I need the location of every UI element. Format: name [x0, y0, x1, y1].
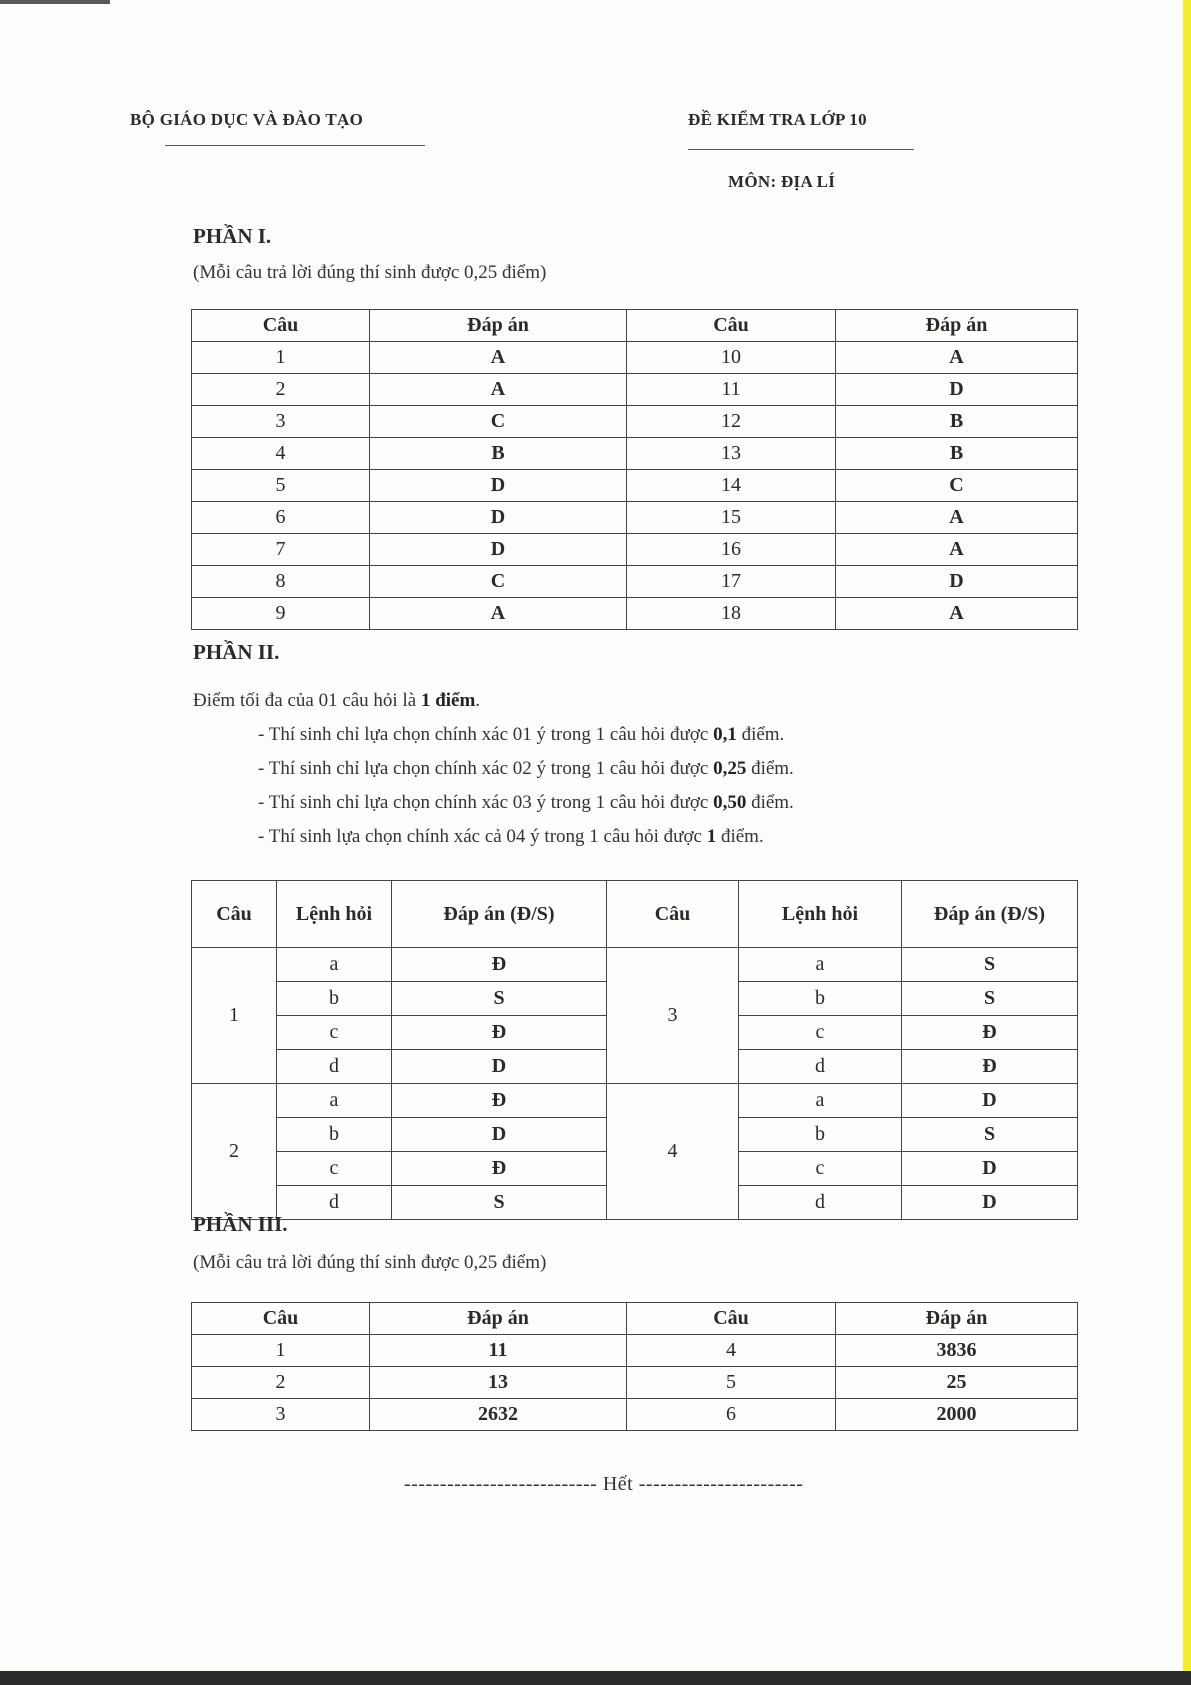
- rule-suffix: điểm.: [716, 826, 764, 847]
- question-number-cell: 9: [192, 598, 370, 630]
- question-number-cell: 8: [192, 566, 370, 598]
- header-cell: Lệnh hỏi: [739, 881, 902, 948]
- rule-suffix: điểm.: [746, 758, 794, 779]
- answer-cell: 3836: [836, 1335, 1078, 1367]
- question-number-cell: 16: [627, 534, 836, 566]
- part1-note: (Mỗi câu trả lời đúng thí sinh được 0,25 điểm): [193, 262, 547, 283]
- question-number-cell: 4: [627, 1335, 836, 1367]
- scoring-rule-1: [258, 724, 784, 746]
- part1-title: PHẦN I.: [193, 224, 272, 248]
- header-cell: Đáp án: [836, 310, 1078, 342]
- statement-letter-cell: b: [277, 982, 392, 1016]
- statement-letter-cell: c: [739, 1152, 902, 1186]
- part2-title: PHẦN II.: [193, 640, 280, 664]
- table-header-row: [192, 310, 1078, 342]
- answer-cell: D: [836, 374, 1078, 406]
- answer-cell: Đ: [392, 948, 607, 982]
- question-number-cell: 1: [192, 1335, 370, 1367]
- header-cell: Câu: [192, 881, 277, 948]
- question-number-cell: 1: [192, 948, 277, 1084]
- question-number-cell: 12: [627, 406, 836, 438]
- question-number-cell: 18: [627, 598, 836, 630]
- statement-letter-cell: a: [739, 948, 902, 982]
- question-number-cell: 5: [627, 1367, 836, 1399]
- scoring-rule-3: [258, 792, 794, 814]
- table-row: [192, 1335, 1078, 1367]
- table-row: [192, 1399, 1078, 1431]
- table-row: [192, 1084, 1078, 1118]
- rule-text: - Thí sinh chỉ lựa chọn chính xác 01 ý trong 1 câu hỏi được: [258, 724, 714, 745]
- part2-intro-suffix: .: [475, 690, 481, 711]
- table-row: [192, 470, 1078, 502]
- answer-cell: S: [392, 1186, 607, 1220]
- header-cell: Câu: [192, 1303, 370, 1335]
- table-row: [192, 438, 1078, 470]
- scoring-rule-4: [258, 826, 764, 848]
- part2-intro-bold: 1 điểm: [420, 690, 476, 711]
- header-cell: Đáp án (Đ/S): [902, 881, 1078, 948]
- header-cell: Đáp án: [370, 310, 627, 342]
- header-cell: Câu: [627, 310, 836, 342]
- answer-cell: Đ: [902, 1016, 1078, 1050]
- part1-answer-table: [191, 309, 1078, 630]
- exam-title-underline: [688, 149, 914, 150]
- statement-letter-cell: c: [277, 1152, 392, 1186]
- statement-letter-cell: c: [277, 1016, 392, 1050]
- statement-letter-cell: c: [739, 1016, 902, 1050]
- answer-cell: A: [836, 502, 1078, 534]
- answer-cell: A: [370, 342, 627, 374]
- part2-answer-table: [191, 880, 1078, 1220]
- answer-cell: S: [902, 982, 1078, 1016]
- rule-text: - Thí sinh chỉ lựa chọn chính xác 02 ý trong 1 câu hỏi được: [258, 758, 714, 779]
- answer-cell: S: [392, 982, 607, 1016]
- statement-letter-cell: a: [277, 948, 392, 982]
- question-number-cell: 11: [627, 374, 836, 406]
- answer-cell: Đ: [392, 1152, 607, 1186]
- rule-points: 0,1: [713, 724, 737, 745]
- rule-text: - Thí sinh lựa chọn chính xác cả 04 ý trong 1 câu hỏi được: [258, 826, 707, 847]
- statement-letter-cell: b: [277, 1118, 392, 1152]
- question-number-cell: 10: [627, 342, 836, 374]
- question-number-cell: 3: [192, 1399, 370, 1431]
- statement-letter-cell: b: [739, 1118, 902, 1152]
- answer-cell: C: [370, 566, 627, 598]
- answer-cell: S: [902, 1118, 1078, 1152]
- table-row: [192, 342, 1078, 374]
- part2-intro: [193, 690, 480, 712]
- subject-title: MÔN: ĐỊA LÍ: [728, 172, 836, 191]
- table-row: [192, 948, 1078, 982]
- rule-points: 1: [706, 826, 717, 847]
- scan-edge-right: [1183, 0, 1191, 1685]
- answer-cell: A: [370, 598, 627, 630]
- question-number-cell: 1: [192, 342, 370, 374]
- answer-cell: D: [902, 1186, 1078, 1220]
- answer-cell: D: [370, 534, 627, 566]
- answer-cell: A: [836, 342, 1078, 374]
- answer-cell: D: [370, 502, 627, 534]
- header-cell: Lệnh hỏi: [277, 881, 392, 948]
- scan-edge-top-left: [0, 0, 110, 4]
- rule-suffix: điểm.: [736, 724, 785, 745]
- header-cell: Câu: [192, 310, 370, 342]
- question-number-cell: 17: [627, 566, 836, 598]
- statement-letter-cell: b: [739, 982, 902, 1016]
- ministry-underline: [165, 145, 425, 146]
- question-number-cell: 2: [192, 1367, 370, 1399]
- statement-letter-cell: a: [277, 1084, 392, 1118]
- exam-title: ĐỀ KIỂM TRA LỚP 10: [688, 110, 867, 129]
- answer-cell: 11: [370, 1335, 627, 1367]
- answer-cell: B: [836, 406, 1078, 438]
- answer-cell: 2632: [370, 1399, 627, 1431]
- answer-cell: B: [370, 438, 627, 470]
- part3-answer-table: [191, 1302, 1078, 1431]
- header-cell: Đáp án (Đ/S): [392, 881, 607, 948]
- question-number-cell: 3: [607, 948, 739, 1084]
- answer-cell: D: [370, 470, 627, 502]
- rule-suffix: điểm.: [746, 792, 794, 813]
- ministry-name: BỘ GIÁO DỤC VÀ ĐÀO TẠO: [130, 110, 364, 129]
- question-number-cell: 3: [192, 406, 370, 438]
- answer-cell: D: [902, 1152, 1078, 1186]
- rule-text: - Thí sinh chỉ lựa chọn chính xác 03 ý trong 1 câu hỏi được: [258, 792, 714, 813]
- answer-cell: A: [836, 598, 1078, 630]
- rule-points: 0,25: [713, 758, 747, 779]
- question-number-cell: 13: [627, 438, 836, 470]
- answer-cell: D: [392, 1050, 607, 1084]
- answer-cell: C: [836, 470, 1078, 502]
- question-number-cell: 6: [627, 1399, 836, 1431]
- answer-cell: Đ: [392, 1084, 607, 1118]
- scoring-rule-2: [258, 758, 794, 780]
- table-row: [192, 374, 1078, 406]
- table-row: [192, 534, 1078, 566]
- answer-cell: C: [370, 406, 627, 438]
- table-header-row: [192, 881, 1078, 948]
- scan-edge-bottom: [0, 1671, 1191, 1685]
- end-marker: --------------------------- Hết -----------------------: [404, 1473, 804, 1495]
- part3-title: PHẦN III.: [193, 1212, 288, 1236]
- answer-cell: A: [836, 534, 1078, 566]
- answer-cell: Đ: [392, 1016, 607, 1050]
- table-row: [192, 1367, 1078, 1399]
- answer-cell: D: [836, 566, 1078, 598]
- header-cell: Câu: [607, 881, 739, 948]
- question-number-cell: 5: [192, 470, 370, 502]
- question-number-cell: 15: [627, 502, 836, 534]
- part3-note: (Mỗi câu trả lời đúng thí sinh được 0,25 điểm): [193, 1252, 547, 1273]
- answer-cell: S: [902, 948, 1078, 982]
- table-row: [192, 502, 1078, 534]
- question-number-cell: 2: [192, 374, 370, 406]
- question-number-cell: 4: [607, 1084, 739, 1220]
- answer-cell: Đ: [902, 1050, 1078, 1084]
- table-row: [192, 566, 1078, 598]
- statement-letter-cell: a: [739, 1084, 902, 1118]
- answer-cell: B: [836, 438, 1078, 470]
- statement-letter-cell: d: [739, 1186, 902, 1220]
- answer-cell: 13: [370, 1367, 627, 1399]
- answer-cell: D: [902, 1084, 1078, 1118]
- header-cell: Đáp án: [370, 1303, 627, 1335]
- statement-letter-cell: d: [739, 1050, 902, 1084]
- answer-cell: D: [392, 1118, 607, 1152]
- header-cell: Câu: [627, 1303, 836, 1335]
- question-number-cell: 7: [192, 534, 370, 566]
- header-cell: Đáp án: [836, 1303, 1078, 1335]
- question-number-cell: 4: [192, 438, 370, 470]
- rule-points: 0,50: [713, 792, 747, 813]
- table-header-row: [192, 1303, 1078, 1335]
- statement-letter-cell: d: [277, 1050, 392, 1084]
- question-number-cell: 6: [192, 502, 370, 534]
- part2-intro-text: Điểm tối đa của 01 câu hỏi là: [193, 690, 421, 711]
- table-row: [192, 598, 1078, 630]
- statement-letter-cell: d: [277, 1186, 392, 1220]
- table-row: [192, 406, 1078, 438]
- answer-cell: A: [370, 374, 627, 406]
- question-number-cell: 14: [627, 470, 836, 502]
- answer-cell: 25: [836, 1367, 1078, 1399]
- answer-cell: 2000: [836, 1399, 1078, 1431]
- question-number-cell: 2: [192, 1084, 277, 1220]
